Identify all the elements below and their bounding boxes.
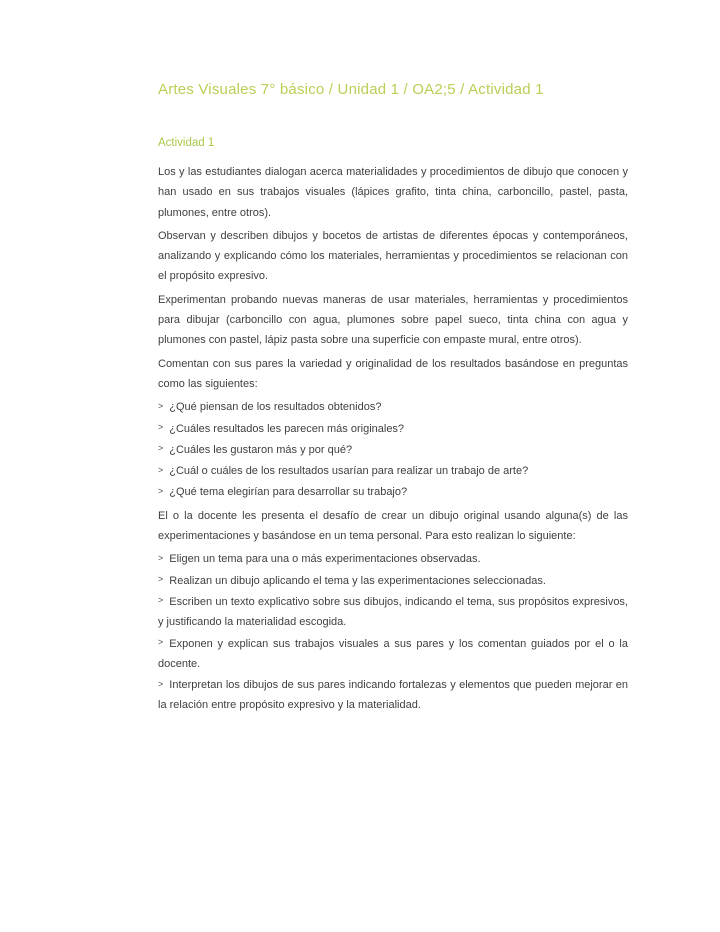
question-text: ¿Qué tema elegirían para desarrollar su trabajo? (169, 486, 408, 499)
chevron-bullet-icon: > (158, 464, 164, 475)
chevron-bullet-icon: > (158, 678, 164, 689)
question-text: ¿Cuáles les gustaron más y por qué? (169, 443, 353, 456)
list-item-step (158, 549, 628, 569)
question-text: ¿Qué piensan de los resultados obtenidos? (169, 401, 382, 414)
list-item-question (158, 397, 628, 417)
chevron-bullet-icon: > (158, 443, 164, 454)
step-text: Eligen un tema para una o más experimentaciones observadas. (169, 553, 481, 566)
document-content (158, 82, 628, 719)
list-item-question (158, 461, 628, 481)
chevron-bullet-icon: > (158, 574, 164, 585)
paragraph-docente-desafio: El o la docente les presenta el desafío de crear un dibujo original usando alguna(s) de las experimentaciones y basándose en un tema personal. Para esto realizan lo siguiente: (158, 509, 628, 543)
chevron-bullet-icon: > (158, 595, 164, 606)
chevron-bullet-icon: > (158, 485, 164, 496)
paragraph-observan-describen: Observan y describen dibujos y bocetos de artistas de diferentes épocas y contemporáneos, analizando y explicando cómo los materiales, herramientas y procedimientos se relacionan con el propósito expresivo. (158, 229, 628, 283)
question-list (158, 397, 628, 502)
list-item-step (158, 592, 628, 633)
chevron-bullet-icon: > (158, 637, 164, 648)
step-text: Realizan un dibujo aplicando el tema y las experimentaciones seleccionadas. (169, 574, 546, 587)
step-text: Interpretan los dibujos de sus pares indicando fortalezas y elementos que pueden mejorar en la relación entre propósito expresivo y la materialidad. (158, 679, 628, 712)
paragraph-dialogan-materialidades: Los y las estudiantes dialogan acerca materialidades y procedimientos de dibujo que conocen y han usado en sus trabajos visuales (lápices grafito, tinta china, carboncillo, pastel, pasta, plumones, entre otros). (158, 166, 628, 219)
paragraph-experimentan-probando: Experimentan probando nuevas maneras de usar materiales, herramientas y procedimientos para dibujar (carboncillo con agua, plumones sobre papel sueco, tinta china con agua y plumones con pastel, lápiz pasta sobre una superficie con empaste mural, entre otros). (158, 293, 628, 347)
list-item-question (158, 482, 628, 502)
chevron-bullet-icon: > (158, 552, 164, 563)
list-item-step (158, 634, 628, 675)
chevron-bullet-icon: > (158, 422, 164, 433)
paragraph-comentan-pares: Comentan con sus pares la variedad y originalidad de los resultados basándose en preguntas como las siguientes: (158, 357, 628, 390)
steps-list (158, 549, 628, 715)
document-header-title: Artes Visuales 7° básico / Unidad 1 / OA2;5 / Actividad 1 (158, 81, 544, 98)
list-item-step (158, 571, 628, 591)
question-text: ¿Cuáles resultados les parecen más originales? (169, 422, 405, 435)
chevron-bullet-icon: > (158, 400, 164, 411)
question-text: ¿Cuál o cuáles de los resultados usarían para realizar un trabajo de arte? (169, 465, 529, 478)
list-item-step (158, 675, 628, 716)
list-item-question (158, 419, 628, 439)
activity-heading: Actividad 1 (158, 137, 215, 149)
step-text: Escriben un texto explicativo sobre sus dibujos, indicando el tema, sus propósitos expresivos, y justificando la materialidad escogida. (158, 595, 628, 629)
list-item-question (158, 440, 628, 460)
step-text: Exponen y explican sus trabajos visuales a sus pares y los comentan guiados por el o la docente. (158, 637, 628, 670)
